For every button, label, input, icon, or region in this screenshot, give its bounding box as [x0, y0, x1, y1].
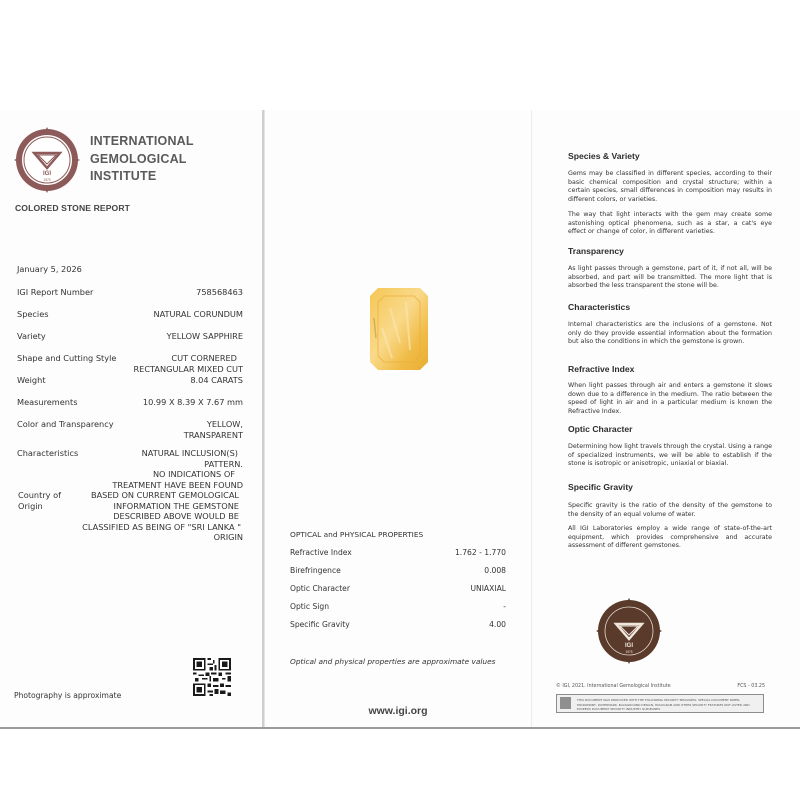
report-type: COLORED STONE REPORT	[15, 203, 131, 213]
svg-text:1975: 1975	[625, 650, 633, 654]
copyright: © IGI, 2021. International Gemological Institute	[556, 684, 671, 689]
section-title-species-variety: Species & Variety	[568, 151, 640, 161]
svg-text:1975: 1975	[43, 178, 51, 182]
section-text: As light passes through a gemstone, part of it, if not all, will be absorbed, and part will be transmitted. The more light that is absorbed the less transparent the stone will be.	[568, 265, 772, 289]
country-of-origin-label: Country of Origin	[18, 490, 62, 511]
properties-title: OPTICAL and PHYSICAL PROPERTIES	[290, 530, 424, 539]
igi-seal-icon	[596, 598, 662, 664]
panel-fold-divider	[262, 110, 264, 728]
section-text: Internal characteristics are the inclusions of a gemstone. Not only do they provide essential information about the formation but also the conditions in which the gemstone is grown.	[568, 321, 772, 345]
document-icon	[560, 697, 571, 709]
photography-note: Photography is approximate	[14, 691, 122, 700]
section-title-specific-gravity: Specific Gravity	[568, 482, 633, 492]
section-text: All IGI Laboratories employ a wide range of state-of-the-art equipment, which provides comprehensive and accurate assessment of different gemstones.	[568, 525, 772, 549]
section-title-characteristics: Characteristics	[568, 302, 631, 312]
qr-code-icon[interactable]	[193, 658, 231, 696]
security-notice: THIS DOCUMENT WAS PRODUCED WITH THE FOLLOWING SECURITY MEASURES: SPECIAL DOCUMENT PAPER, MICROPRINT, WATERMARK, BACKGROUND DESIGN, HOLOGRAM AND OTHER SECURITY FEATURES NOT LISTED AND EXCEEDS DOCUMENT SECURITY INDUSTRY GUIDELINES	[556, 694, 764, 713]
section-title-refractive-index: Refractive Index	[568, 364, 635, 374]
section-title-optic-character: Optic Character	[568, 424, 633, 434]
report-panel-right	[531, 110, 800, 728]
section-text: When light passes through air and enters a gemstone it slows down due to a difference in the medium. The ratio between the speed of light in air and in a particular medium is known the Refractive Index.	[568, 382, 772, 415]
svg-text:IGI: IGI	[42, 171, 52, 177]
section-text: Gems may be classified in different species, according to their basic chemical composition and crystal structure; within a certain species, small differences in composition may results in different colors, or varieties.	[568, 170, 772, 203]
section-text: Specific gravity is the ratio of the density of the gemstone to the density of an equal volume of water.	[568, 502, 772, 518]
section-text: Determining how light travels through the crystal. Using a range of specialized instruments, we will be able to establish if the stone is isotropic or anisotropic, uniaxial or biaxial.	[568, 443, 772, 467]
sheet-bottom-edge	[0, 727, 800, 729]
igi-seal-icon	[14, 127, 80, 193]
section-title-transparency: Transparency	[568, 246, 624, 256]
report-sheet	[0, 110, 800, 728]
form-code: FCS - 03.25	[737, 684, 765, 689]
section-text: The way that light interacts with the gem may create some astonishing optical phenomena, such as a star, a cat's eye effect or change of color, in different varieties.	[568, 211, 772, 235]
organization-name: INTERNATIONAL GEMOLOGICAL INSTITUTE	[90, 134, 194, 183]
report-panel-middle: OPTICAL and PHYSICAL PROPERTIES Refractive Index 1.762 - 1.770 Birefringence 0.008 Optic Character UNIAXIAL Optic Sign - Specific Gravity 4.00 Optical and physical properties are approximate values www.igi.org	[264, 110, 531, 728]
properties-note: Optical and physical properties are approximate values	[290, 657, 496, 666]
svg-text:IGI: IGI	[624, 643, 634, 649]
gemstone-photo	[370, 288, 428, 370]
website-link[interactable]: www.igi.org	[368, 705, 428, 717]
report-panel-left: IGI 1975 INTERNATIONAL GEMOLOGICAL INSTITUTE COLORED STONE REPORT January 5, 2026 IGI Report Number 758568463 Species NATURAL CORUNDUM Variety YELLOW SAPPHIRE Shape and Cutting Style CUT CORNERED RECTANGULAR MIXED CUT Weight 8.04 CARATS Measurements 10.99 X 8.39 X 7.67 mm Color and Transparency YELLOW, TRANSPARENT Characteristics NATURAL INCLUSION(S) PATTERN. NO INDICATIONS OF TREATMENT HAVE BEEN FOUND BASED ON CURRENT GEMOLOGICAL INFORMATION THE GEMSTONE DESCRIBED ABOVE WOULD BE CLASSIFIED AS BEING OF "SRI LANKA " ORIGIN Country of Origin Photography is approximate	[0, 110, 262, 728]
